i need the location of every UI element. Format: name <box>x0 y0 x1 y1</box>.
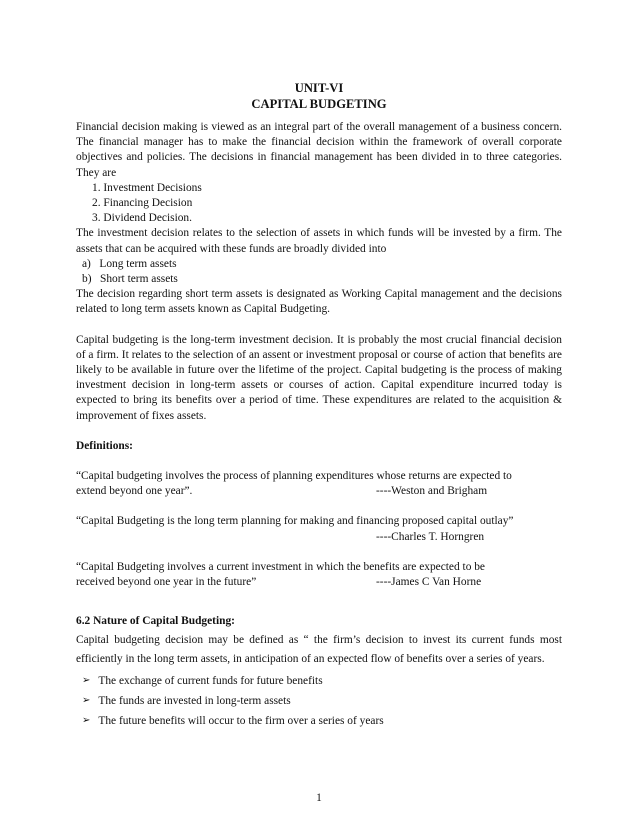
list-item: 3. Dividend Decision. <box>92 212 192 225</box>
definition-line: “Capital budgeting involves the process of planning expenditures whose returns are expected to <box>76 470 512 483</box>
chapter-title: CAPITAL BUDGETING <box>251 97 387 111</box>
definition-line: extend beyond one year”. <box>76 485 193 498</box>
definitions-heading: Definitions: <box>76 439 133 452</box>
bullet-text: The future benefits will occur to the firm over a series of years <box>98 715 384 728</box>
page-number: 1 <box>316 792 322 804</box>
arrow-bullet-icon: ➢ <box>82 695 91 707</box>
list-item: 2. Financing Decision <box>92 197 193 210</box>
list-item <box>76 711 562 731</box>
definition-author: ----Weston and Brigham <box>376 485 488 498</box>
definition-line: “Capital Budgeting involves a current investment in which the benefits are expected to be <box>76 560 485 573</box>
bullet-text: The funds are invested in long-term assets <box>98 695 291 708</box>
definition-horngren <box>76 514 562 544</box>
nature-bullets <box>76 671 562 731</box>
list-item: b) Short term assets <box>82 273 178 286</box>
asset-types-list <box>76 257 562 287</box>
intro-paragraph: Financial decision making is viewed as an integral part of the overall management of a business concern. The financial manager has to make the financial decision within the framework of overall corporate objectives and policies. The decisions in financial management has been divided in to three categories. They are <box>76 121 562 179</box>
investment-paragraph: The investment decision relates to the selection of assets in which funds will be invested by a firm. The assets that can be acquired with these funds are broadly divided into <box>76 227 562 255</box>
nature-heading: 6.2 Nature of Capital Budgeting: <box>76 615 235 628</box>
unit-title: UNIT-VI <box>294 81 344 95</box>
list-item: a) Long term assets <box>82 257 177 270</box>
definition-line: received beyond one year in the future” <box>76 576 257 589</box>
definition-author: ----Charles T. Horngren <box>376 530 485 543</box>
definition-line: “Capital Budgeting is the long term planning for making and financing proposed capital outlay” <box>76 515 514 528</box>
definition-weston <box>76 469 562 499</box>
definition-author: ----James C Van Horne <box>376 576 482 589</box>
short-term-paragraph: The decision regarding short term assets is designated as Working Capital management and the decisions related to long term assets known as Capital Budgeting. <box>76 288 562 316</box>
capital-budgeting-paragraph: Capital budgeting is the long-term investment decision. It is probably the most crucial financial decision of a firm. It relates to the selection of an assent or investment proposal or course of action that benefits are likely to be available in future over the lifetime of the project. Capital budgeting is the process of making investment decision in long-term assets or courses of action. Capital expenditure incurred today is expected to bring its benefits over a period of time. These expenditures are related to the acquisition & improvement of fixes assets. <box>76 333 562 422</box>
arrow-bullet-icon: ➢ <box>82 715 91 727</box>
page-content <box>76 80 562 731</box>
bullet-text: The exchange of current funds for future benefits <box>98 675 323 688</box>
decision-types-list <box>76 181 562 227</box>
list-item <box>76 691 562 711</box>
definition-van-horne <box>76 560 562 590</box>
list-item: 1. Investment Decisions <box>92 181 202 194</box>
arrow-bullet-icon: ➢ <box>82 675 91 687</box>
nature-paragraph: Capital budgeting decision may be defined as “ the firm’s decision to invest its current funds most efficiently in the long term assets, in anticipation of an expected flow of benefits over a series of years. <box>76 634 562 666</box>
list-item <box>76 671 562 691</box>
nature-section <box>76 612 562 669</box>
